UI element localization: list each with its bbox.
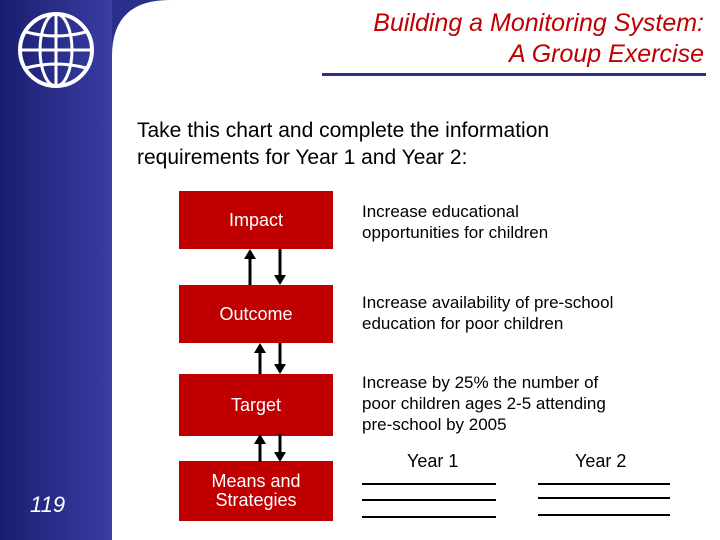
year-2-blank-line[interactable] xyxy=(538,483,670,485)
means-box xyxy=(179,461,333,521)
target-description xyxy=(362,372,692,435)
down-arrow-icon xyxy=(274,364,286,374)
arrow-pair-impact-outcome xyxy=(244,249,286,285)
impact-description xyxy=(362,201,692,243)
intro-text xyxy=(137,117,697,171)
title-underline xyxy=(322,73,706,76)
year-1-blank-line[interactable] xyxy=(362,516,496,518)
year-1-blank-line[interactable] xyxy=(362,483,496,485)
title-line-1: Building a Monitoring System: xyxy=(373,9,704,37)
target-desc-line-3: pre-school by 2005 xyxy=(362,415,507,434)
impact-label: Impact xyxy=(228,210,284,230)
outcome-label: Outcome xyxy=(219,304,293,324)
means-line-2: Strategies xyxy=(215,490,297,510)
title-line-2: A Group Exercise xyxy=(509,40,704,68)
arrow-pair-target-means xyxy=(254,434,286,462)
up-arrow-icon xyxy=(254,434,266,444)
page-number: 119 xyxy=(30,492,66,517)
year-1-blank-line[interactable] xyxy=(362,499,496,501)
down-arrow-icon xyxy=(274,452,286,462)
up-arrow-icon xyxy=(254,343,266,353)
outcome-desc-line-1: Increase availability of pre-school xyxy=(362,293,614,312)
globe-icon xyxy=(14,8,98,92)
arrow-pair-outcome-target xyxy=(254,343,286,374)
year-1-label: Year 1 xyxy=(407,451,459,471)
year-2-blank-line[interactable] xyxy=(538,497,670,499)
target-label: Target xyxy=(230,395,282,415)
target-desc-line-1: Increase by 25% the number of xyxy=(362,373,599,392)
intro-line-1: Take this chart and complete the information xyxy=(137,119,550,142)
impact-desc-line-1: Increase educational xyxy=(362,202,519,221)
outcome-description xyxy=(362,292,692,334)
outcome-desc-line-2: education for poor children xyxy=(362,314,564,333)
target-desc-line-2: poor children ages 2-5 attending xyxy=(362,394,606,413)
impact-desc-line-2: opportunities for children xyxy=(362,223,549,242)
year-2-label: Year 2 xyxy=(575,451,627,471)
up-arrow-icon xyxy=(244,249,256,259)
means-line-1: Means and xyxy=(211,471,301,491)
chain-arrows xyxy=(240,240,300,470)
slide-title xyxy=(373,8,704,70)
intro-line-2: requirements for Year 1 and Year 2: xyxy=(137,146,468,169)
year-2-blank-line[interactable] xyxy=(538,514,670,516)
down-arrow-icon xyxy=(274,275,286,285)
